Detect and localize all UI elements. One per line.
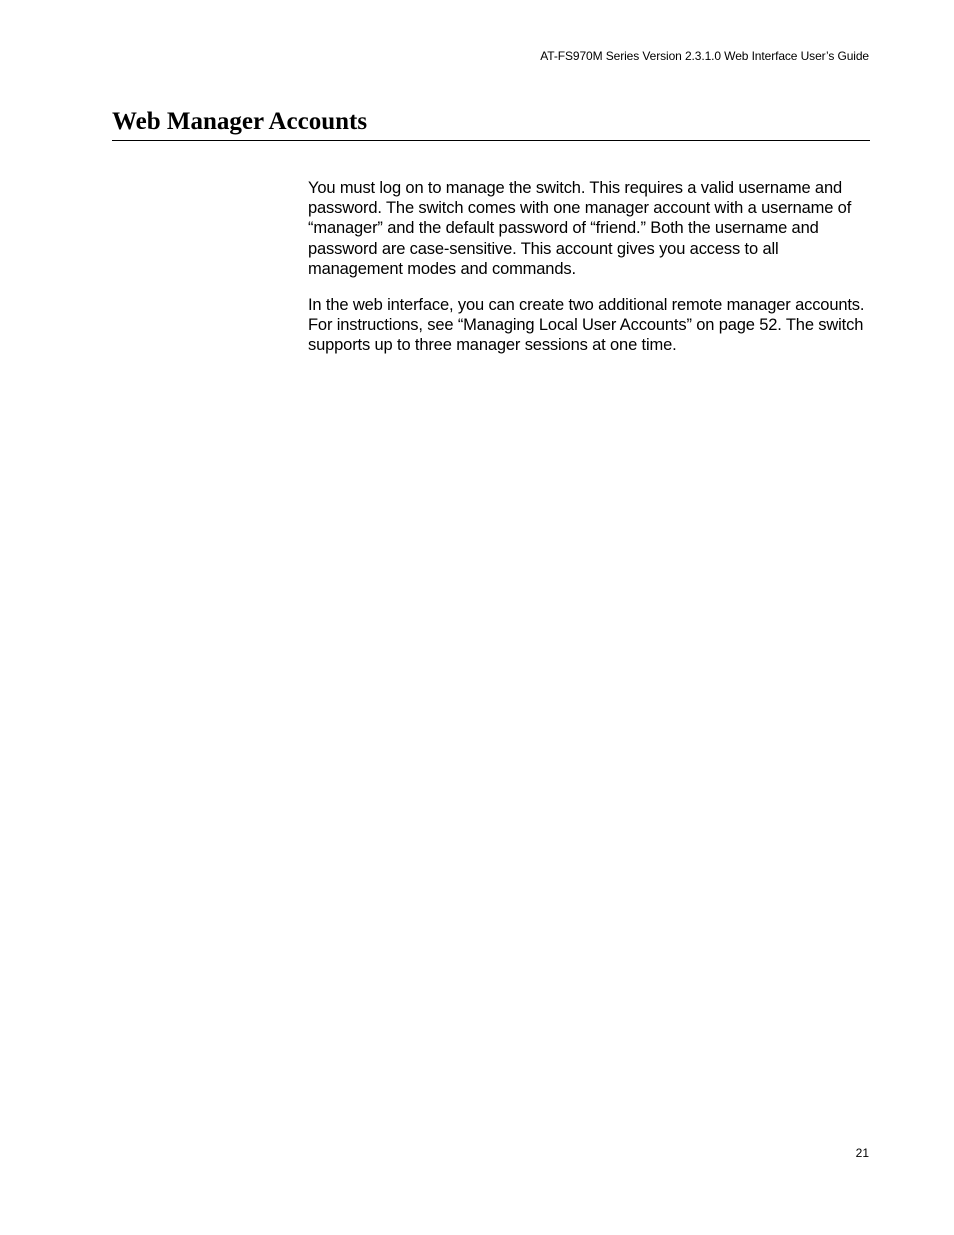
running-header: AT-FS970M Series Version 2.3.1.0 Web Interface User’s Guide (540, 49, 869, 63)
paragraph-additional-accounts: In the web interface, you can create two additional remote manager accounts. For instructions, see “Managing Local User Accounts” on page 52. The switch supports up to three manager sessions at one time. (308, 296, 865, 355)
section-title: Web Manager Accounts (112, 108, 368, 135)
title-divider (112, 140, 870, 141)
paragraph-login-requirements: You must log on to manage the switch. This requires a valid username and password. The switch comes with one manager account with a username of “manager” and the default password of “friend.” Both the username and password are case-sensitive. This account gives you access to all management modes and commands. (308, 179, 852, 278)
body-text (308, 178, 872, 372)
page-number: 21 (855, 1146, 869, 1160)
